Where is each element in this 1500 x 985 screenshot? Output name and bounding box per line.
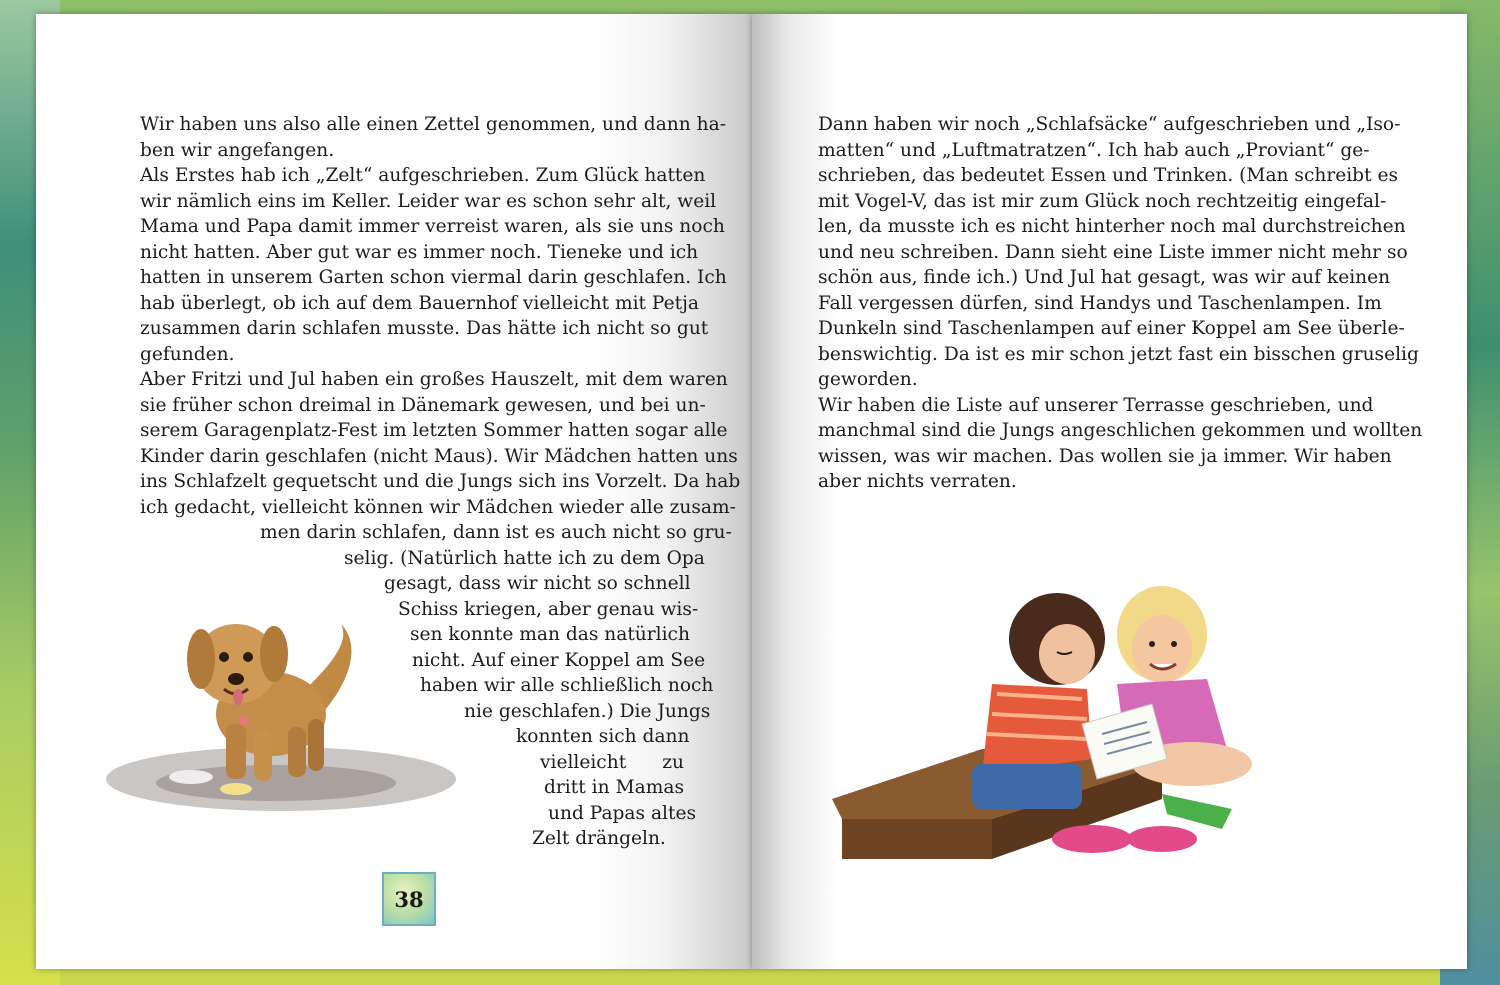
text-line: ins Schlafzelt gequetscht und die Jungs sich ins Vorzelt. Da hab	[140, 471, 741, 492]
text-line: dritt in Mamas	[544, 777, 684, 798]
text-line: nie geschlafen.) Die Jungs	[464, 700, 711, 722]
text-line: wissen, was wir machen. Das wollen sie ja immer. Wir haben	[818, 445, 1392, 467]
text-line: wir nämlich eins im Keller. Leider war es schon sehr alt, weil	[140, 190, 717, 212]
text-line: Zelt drängeln.	[532, 828, 666, 849]
text-line: konnten sich dann	[516, 726, 690, 747]
right-page-text	[818, 112, 1423, 495]
text-line: ich gedacht, vielleicht können wir Mädchen wieder alle zusam-	[140, 496, 736, 518]
text-line: zusammen darin schlafen musste. Das hätte ich nicht so gut	[140, 318, 709, 339]
text-line: matten“ und „Luftmatratzen“. Ich hab auch „Proviant“ ge-	[818, 139, 1370, 161]
text-line: selig. (Natürlich hatte ich zu dem Opa	[344, 547, 705, 569]
text-line: geworden.	[818, 369, 918, 390]
text-line: nicht hatten. Aber gut war es immer noch. Tieneke und ich	[140, 241, 699, 263]
text-line: Fall vergessen dürfen, sind Handys und Taschenlampen. Im	[818, 292, 1382, 314]
text-line: gefunden.	[140, 343, 235, 365]
text-line: Als Erstes hab ich „Zelt“ aufgeschrieben. Zum Glück hatten	[140, 165, 706, 186]
text-line: Schiss kriegen, aber genau wis-	[398, 598, 699, 620]
text-line: serem Garagenplatz-Fest im letzten Sommer hatten sogar alle	[140, 420, 728, 441]
text-line: men darin schlafen, dann ist es auch nicht so gru-	[260, 522, 732, 543]
left-page	[36, 14, 752, 969]
text-line: manchmal sind die Jungs angeschlichen gekommen und wollten	[818, 420, 1423, 441]
text-line: schrieben, das bedeutet Essen und Trinken. (Man schreibt es	[818, 165, 1399, 186]
text-line: benswichtig. Da ist es mir schon jetzt fast ein bisschen gruselig	[818, 343, 1419, 365]
text-line: hab überlegt, ob ich auf dem Bauernhof vielleicht mit Petja	[140, 292, 699, 314]
text-line: Mama und Papa damit immer verreist waren, als sie uns noch	[140, 216, 725, 237]
text-line: nicht. Auf einer Koppel am See	[412, 649, 706, 671]
text-line: hatten in unserem Garten schon viermal darin geschlafen. Ich	[140, 267, 727, 288]
text-line: vielleicht zu	[540, 751, 684, 773]
text-line: sen konnte man das natürlich	[410, 624, 690, 645]
text-line: sie früher schon dreimal in Dänemark gewesen, und bei un-	[140, 394, 706, 416]
right-page	[752, 14, 1467, 969]
text-line: Wir haben uns also alle einen Zettel genommen, und dann ha-	[140, 114, 726, 135]
text-line: Wir haben die Liste auf unserer Terrasse geschrieben, und	[818, 394, 1374, 416]
text-line: schön aus, finde ich.) Und Jul hat gesagt, was wir auf keinen	[818, 267, 1391, 288]
page-number-badge: 38	[382, 872, 436, 926]
text-line: Dann haben wir noch „Schlafsäcke“ aufgeschrieben und „Iso-	[818, 114, 1401, 135]
text-line: len, da musste ich es nicht hinterher noch mal durchstreichen	[818, 216, 1406, 237]
text-line: Kinder darin geschlafen (nicht Maus). Wir Mädchen hatten uns	[140, 445, 738, 467]
text-line: haben wir alle schließlich noch	[420, 675, 714, 696]
text-line: und neu schreiben. Dann sieht eine Liste immer nicht mehr so	[818, 241, 1408, 263]
girls-writing-list-illustration	[832, 574, 1292, 874]
dog-illustration	[96, 599, 456, 829]
text-line: Aber Fritzi und Jul haben ein großes Hauszelt, mit dem waren	[140, 369, 728, 390]
text-line: mit Vogel-V, das ist mir zum Glück noch rechtzeitig eingefal-	[818, 190, 1387, 212]
text-line: gesagt, dass wir nicht so schnell	[384, 573, 691, 594]
text-line: ben wir angefangen.	[140, 139, 335, 161]
text-line: und Papas altes	[548, 802, 697, 824]
text-line: Dunkeln sind Taschenlampen auf einer Koppel am See überle-	[818, 318, 1405, 339]
left-page-text	[140, 112, 741, 520]
text-line: aber nichts verraten.	[818, 471, 1017, 492]
